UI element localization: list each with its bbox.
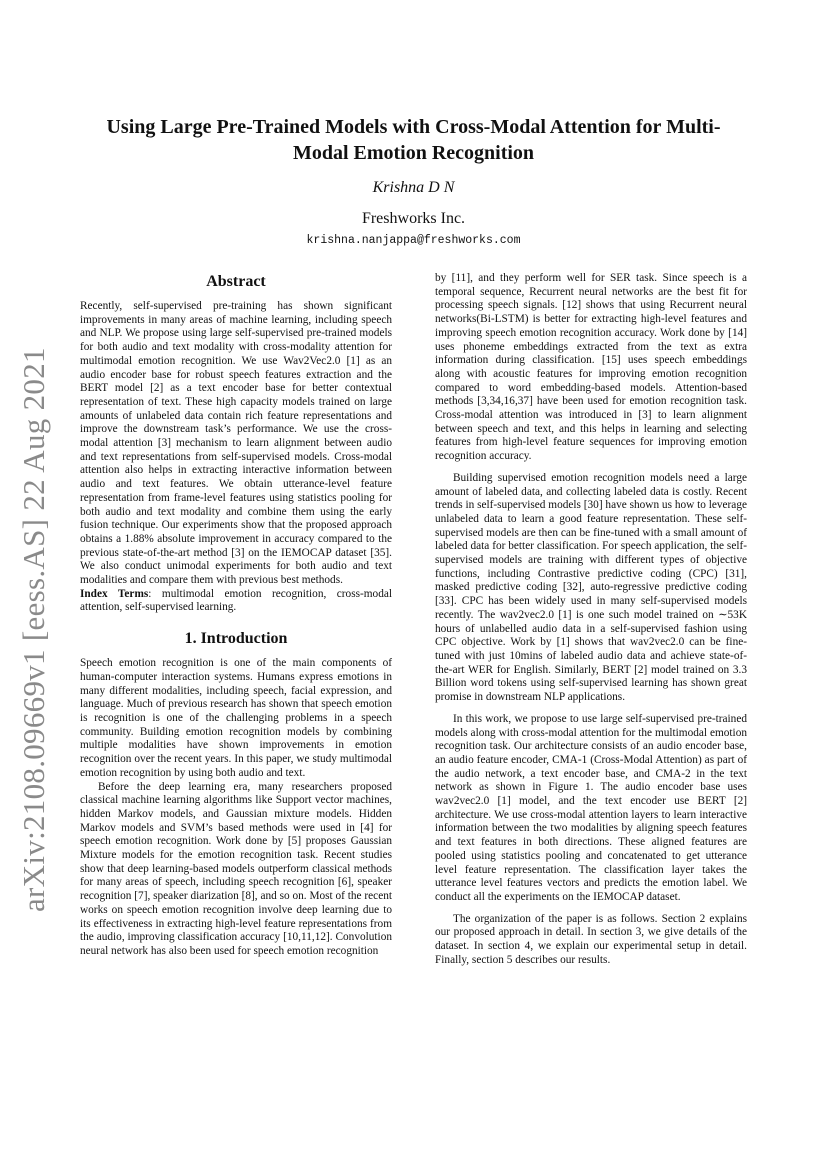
intro-paragraph-4: Building supervised emotion recognition models need a large amount of labeled data, and collecting labeled data is costly. Recent trends in self-supervised models [30] have shown us how to leverage unlabeled data to learn a good feature representation. These self-supervised models are then can be fine-tuned with a small amount of labeled data for better classification. For speech application, the self-supervised models are training with different types of objective functions, including Contrastive predictive coding (CPC) [31], masked predictive coding [32], auto-regressive predictive coding [33]. CPC has been widely used in many self-supervised models recently. The wav2vec2.0 [1] is one such model trained on ∼53K hours of unlabelled audio data in a self-supervised fashion using CPC objective. Work by [1] shows that wav2vec2.0 can be fine-tuned with just 10mins of labeled audio data and achieve state-of-the-art WER for English. Similarly, BERT [2] model trained on 3.3 Billion word tokens using self-supervised learning has shown great promise in downstream NLP applications. <box>435 471 747 704</box>
author-email: krishna.nanjappa@freshworks.com <box>306 234 521 247</box>
index-terms-label: Index Terms <box>80 587 149 600</box>
intro-paragraph-6: The organization of the paper is as follows. Section 2 explains our proposed approach in detail. In section 3, we give details of the dataset. In section 4, we explain our experimental setup in detail. Finally, section 5 describes our results. <box>435 912 747 966</box>
paper-title: Using Large Pre-Trained Models with Cross-Modal Attention for Multi-Modal Emotion Recognition <box>106 116 721 164</box>
arxiv-identifier: arXiv:2108.09669v1 [eess.AS] 22 Aug 2021 <box>16 347 51 912</box>
intro-paragraph-2: Before the deep learning era, many researchers proposed classical machine learning algorithms like Support vector machines, hidden Markov models, and Gaussian mixture models. Hidden Markov models and SVM’s based methods were used in [4] for speech emotion recognition. Work done by [5] proposes Gaussian Mixture models for the emotion recognition task. Recent studies show that deep learning-based models outperform classical methods for many areas of speech, including speech recognition [6], speaker recognition [7], speaker diarization [8], and so on. Most of the recent works on speech emotion recognition involve deep learning due to its effectiveness in extracting high-level feature representations from the audio, improving classification accuracy [10,11,12]. Convolution neural network has also been used for speech emotion recognition <box>80 780 392 957</box>
intro-paragraph-1: Speech emotion recognition is one of the main components of human-computer interaction systems. Humans express emotions in many different modalities, including speech, facial expression, and language. Much of previous research has shown that speech emotion is recognition is one of the challenging problems in a speech community. Building emotion recognition models by combining multiple modalities have shown improvements in emotion recognition over the recent years. In this paper, we study multimodal emotion recognition by using both audio and text. <box>80 657 392 779</box>
abstract-body: Recently, self-supervised pre-training has shown significant improvements in many areas of machine learning, including speech and NLP. We propose using large self-supervised pre-trained models for both audio and text modality with cross-modality attention for multimodal emotion recognition. We use Wav2Vec2.0 [1] as an audio encoder base for robust speech features extraction and the BERT model [2] as a text encoder base for better contextual representation of text. These high capacity models trained on large amounts of unlabeled data contain rich feature representations and improve the downstream task’s performance. We use the cross-modal attention [3] mechanism to learn alignment between audio and text representations from self-supervised models. Cross-modal attention also helps in extracting interactive information between audio and text features. We obtain utterance-level feature representation from frame-level features using statistics pooling for both audio and text modality and combine them using the early fusion technique. Our experiments show that the proposed approach obtains a 1.88% absolute improvement in accuracy compared to the previous state-of-the-art method [3] on the IEMOCAP dataset [35]. We also conduct unimodal experiments for both audio and text modalities and compare them with previous best methods. <box>80 300 392 587</box>
intro-paragraph-3: by [11], and they perform well for SER task. Since speech is a temporal sequence, Recurrent neural networks are the best fit for processing speech signals. [12] shows that using Recurrent neural networks(Bi-LSTM) is better for extracting high-level features and improving speech emotion recognition accuracy. Work done by [14] uses phoneme embeddings extracted from the text as extra information during classification. [15] uses speech embeddings along with acoustic features for improving emotion recognition compared to word embedding-based models. Attention-based methods [3,34,16,37] have been used for emotion recognition task. Cross-modal attention was introduced in [3] to learn alignment between speech and text, and this helps in learning and selecting features from high-level feature sequences for improving emotion recognition accuracy. <box>435 272 747 463</box>
abstract-heading: Abstract <box>206 273 266 290</box>
left-column <box>80 272 392 959</box>
intro-paragraph-5: In this work, we propose to use large self-supervised pre-trained models along with cross-modal attention for the multimodal emotion recognition task. Our architecture consists of an audio encoder base, an audio feature encoder, CMA-1 (Cross-Modal Attention) as part of the audio network, a text encoder base, and CMA-2 in the text network as shown in Figure 1. The audio encoder base uses wav2vec2.0 [1] model, and the text encoder use BERT [2] architecture. We use cross-modal attention layers to learn interactive information between the two modalities by aligning speech features and text features in both directions. These aligned features are pooled using statistics pooling and concatenated to get utterance level feature representation. The classification layer takes the utterance level features vectors and predicts the emotion label. We conduct all the experiments on the IEMOCAP dataset. <box>435 712 747 903</box>
author-name: Krishna D N <box>372 179 455 196</box>
author-affiliation: Freshworks Inc. <box>361 210 466 227</box>
introduction-heading: 1. Introduction <box>184 630 288 648</box>
index-terms <box>80 588 392 615</box>
index-terms-text: : multimodal emotion recognition, cross-modal attention, self-supervised learning. <box>80 587 393 614</box>
right-column <box>435 272 747 967</box>
